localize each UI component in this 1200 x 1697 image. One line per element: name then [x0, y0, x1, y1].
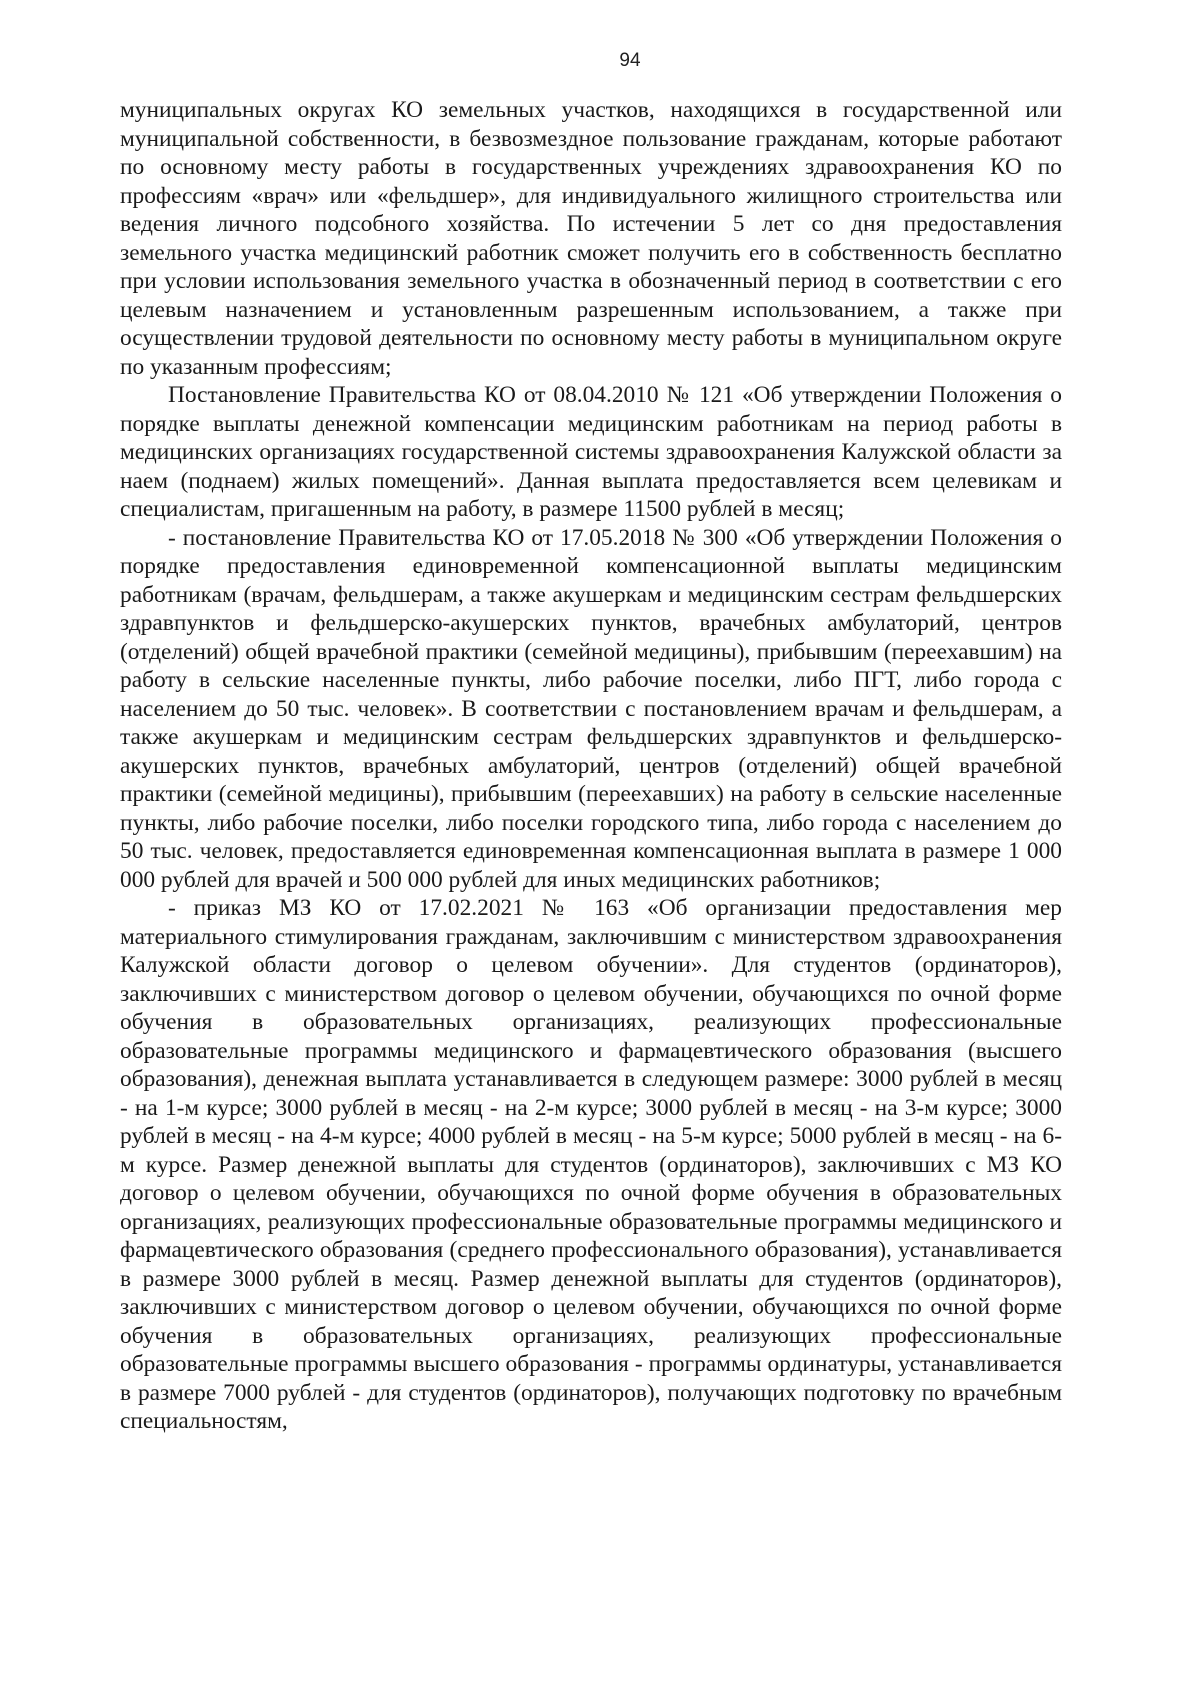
paragraph-student-stipend: - приказ МЗ КО от 17.02.2021 № 163 «Об организации предоставления мер материального стимулирования гражданам, заключившим с министерством здравоохранения Калужской области договор о целевом обучении». Для студентов (ординаторов), заключивших с министерством договор о целевом обучении, обучающихся по очной форме обучения в образовательных организациях, реализующих профессиональные образовательные программы медицинского и фармацевтического образования (высшего образования), денежная выплата устанавливается в следующем размере: 3000 рублей в месяц - на 1-м курсе; 3000 рублей в месяц - на 2-м курсе; 3000 рублей в месяц - на 3-м курсе; 3000 рублей в месяц - на 4-м курсе; 4000 рублей в месяц - на 5-м курсе; 5000 рублей в месяц - на 6-м курсе. Размер денежной выплаты для студентов (ординаторов), заключивших с МЗ КО договор о целевом обучении, обучающихся по очной форме обучения в образовательных организациях, реализующих профессиональные образовательные программы медицинского и фармацевтического образования (среднего профессионального образования), устанавливается в размере 3000 рублей в месяц. Размер денежной выплаты для студентов (ординаторов), заключивших с министерством договор о целевом обучении, обучающихся по очной форме обучения в образовательных организациях, реализующих профессиональные образовательные программы высшего образования - программы ординатуры, устанавливается в размере 7000 рублей - для студентов (ординаторов), получающих подготовку по врачебным специальностям,: [120, 895, 1062, 1434]
paragraph-land-plots: муниципальных округах КО земельных участков, находящихся в государственной или муниципальной собственности, в безвозмездное пользование гражданам, которые работают по основному месту работы в государственных учреждениях здравоохранения КО по профессиям «врач» или «фельдшер», для индивидуального жилищного строительства или ведения личного подсобного хозяйства. По истечении 5 лет со дня предоставления земельного участка медицинский работник сможет получить его в собственность бесплатно при условии использования земельного участка в обозначенный период в соответствии с его целевым назначением и установленным разрешенным использованием, а также при осуществлении трудовой деятельности по основному месту работы в муниципальном округе по указанным профессиям;: [120, 97, 1062, 380]
paragraph-housing-compensation: Постановление Правительства КО от 08.04.2010 № 121 «Об утверждении Положения о порядке выплаты денежной компенсации медицинским работникам на период работы в медицинских организациях государственной системы здравоохранения Калужской области за наем (поднаем) жилых помещений». Данная выплата предоставляется всем целевикам и специалистам, пригашенным на работу, в размере 11500 рублей в месяц;: [120, 382, 1062, 522]
paragraph-one-time-payment: - постановление Правительства КО от 17.05.2018 № 300 «Об утверждении Положения о порядке предоставления единовременной компенсационной выплаты медицинским работникам (врачам, фельдшерам, а также акушеркам и медицинским сестрам фельдшерских здравпунктов и фельдшерско-акушерских пунктов, врачебных амбулаторий, центров (отделений) общей врачебной практики (семейной медицины), прибывшим (переехавшим) на работу в сельские населенные пункты, либо рабочие поселки, либо ПГТ, либо города с населением до 50 тыс. человек». В соответствии с постановлением врачам и фельдшерам, а также акушеркам и медицинским сестрам фельдшерских здравпунктов и фельдшерско-акушерских пунктов, врачебных амбулаторий, центров (отделений) общей врачебной практики (семейной медицины), прибывшим (переехавших) на работу в сельские населенные пункты, либо рабочие поселки, либо поселки городского типа, либо города с населением до 50 тыс. человек, предоставляется единовременная компенсационная выплата в размере 1 000 000 рублей для врачей и 500 000 рублей для иных медицинских работников;: [120, 524, 1062, 893]
page-number: 94: [619, 50, 641, 71]
document-body: [120, 96, 1062, 1436]
